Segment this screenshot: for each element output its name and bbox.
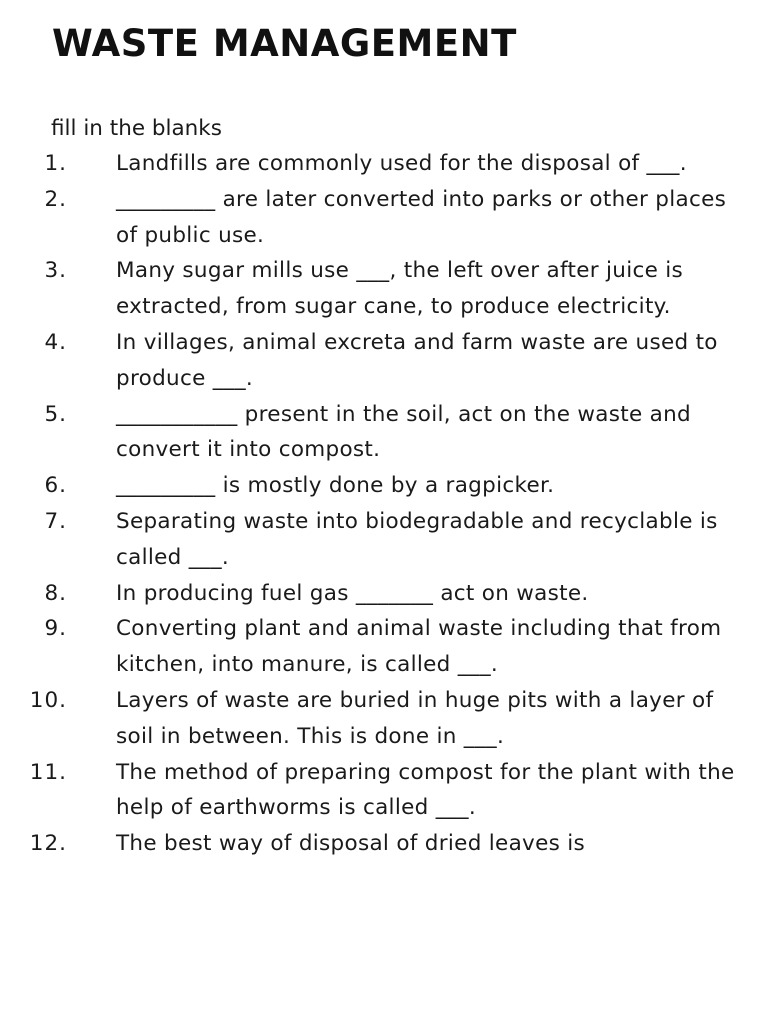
question-number: 9. xyxy=(44,616,67,642)
list-item xyxy=(0,504,736,576)
list-item xyxy=(0,611,736,683)
question-text: ___________ present in the soil, act on the waste and convert it into compost. xyxy=(116,401,691,463)
question-text: _________ are later converted into parks or other places of public use. xyxy=(116,186,727,248)
question-number: 5. xyxy=(44,401,67,427)
list-item xyxy=(0,468,736,504)
question-number: 12. xyxy=(29,831,67,857)
question-text: The method of preparing compost for the plant with the help of earthworms is called ___. xyxy=(116,759,735,821)
list-item xyxy=(0,576,736,612)
question-text: In producing fuel gas _______ act on waste. xyxy=(116,580,589,606)
question-text: Layers of waste are buried in huge pits with a layer of soil in between. This is done in ___. xyxy=(116,687,714,749)
question-number: 1. xyxy=(44,151,67,176)
question-text: Separating waste into biodegradable and recyclable is called ___. xyxy=(116,508,718,570)
question-text: Converting plant and animal waste including that from kitchen, into manure, is called ___. xyxy=(116,616,722,678)
list-item xyxy=(0,755,736,827)
list-item xyxy=(0,683,736,755)
question-number: 8. xyxy=(44,580,67,606)
question-text: _________ is mostly done by a ragpicker. xyxy=(116,473,555,499)
question-text: Many sugar mills use ___, the left over after juice is extracted, from sugar cane, to produce electricity. xyxy=(116,258,684,320)
question-text: Landfills are commonly used for the disposal of ___. xyxy=(116,151,687,176)
question-number: 7. xyxy=(44,508,67,534)
question-number: 2. xyxy=(44,186,67,212)
question-number: 6. xyxy=(44,473,67,499)
list-item xyxy=(0,325,736,397)
page-title: WASTE MANAGEMENT xyxy=(52,22,517,65)
list-item xyxy=(0,826,736,862)
question-number: 10. xyxy=(29,687,67,713)
list-item xyxy=(0,146,736,182)
question-number: 4. xyxy=(44,329,67,355)
question-text: In villages, animal excreta and farm waste are used to produce ___. xyxy=(116,329,718,391)
list-item xyxy=(0,182,736,254)
list-item xyxy=(0,253,736,325)
question-number: 3. xyxy=(44,258,67,284)
question-text: The best way of disposal of dried leaves is xyxy=(116,831,586,857)
instruction-text: fill in the blanks xyxy=(51,116,222,141)
question-number: 11. xyxy=(29,759,67,785)
list-item xyxy=(0,397,736,469)
question-list xyxy=(0,146,768,862)
